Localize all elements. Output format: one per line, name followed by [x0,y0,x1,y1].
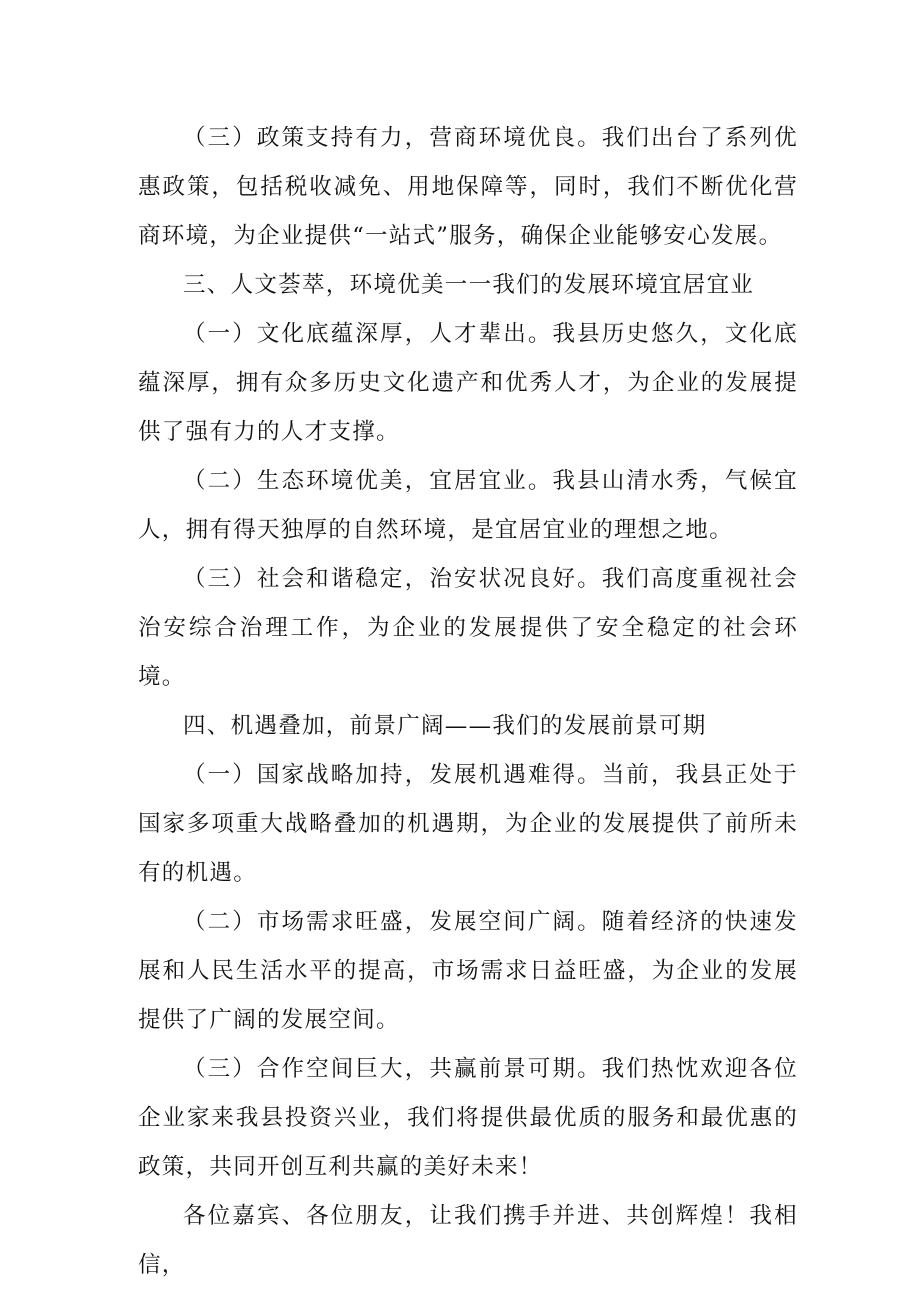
paragraph-cooperation: （三）合作空间巨大，共赢前景可期。我们热忱欢迎各位企业家来我县投资兴业，我们将提供最优质的服务和最优惠的政策，共同开创互利共赢的美好未来！ [138,1056,798,1180]
paragraph-culture: （一）文化底蕴深厚，人才辈出。我县历史悠久，文化底蕴深厚，拥有众多历史文化遗产和优秀人才，为企业的发展提供了强有力的人才支撑。 [138,321,798,445]
section-heading-4: 四、机遇叠加，前景广阔——我们的发展前景可期 [183,713,707,739]
document-body [138,114,798,1290]
paragraph-social-stability: （三）社会和谐稳定，治安状况良好。我们高度重视社会治安综合治理工作，为企业的发展提供了安全稳定的社会环境。 [138,566,798,690]
paragraph-closing: 各位嘉宾、各位朋友，让我们携手并进、共创辉煌！我相信， [138,1203,798,1278]
paragraph-national-strategy: （一）国家战略加持，发展机遇难得。当前，我县正处于国家多项重大战略叠加的机遇期，为企业的发展提供了前所未有的机遇。 [138,762,798,886]
paragraph-policy-support: （三）政策支持有力，营商环境优良。我们出台了系列优惠政策，包括税收减免、用地保障等，同时，我们不断优化营商环境，为企业提供“一站式”服务，确保企业能够安心发展。 [138,125,798,249]
paragraph-ecology: （二）生态环境优美，宜居宜业。我县山清水秀，气候宜人，拥有得天独厚的自然环境，是宜居宜业的理想之地。 [138,468,798,543]
section-heading-3: 三、人文荟萃，环境优美一一我们的发展环境宜居宜业 [183,272,755,298]
paragraph-market-demand: （二）市场需求旺盛，发展空间广阔。随着经济的快速发展和人民生活水平的提高，市场需求日益旺盛，为企业的发展提供了广阔的发展空间。 [138,909,798,1033]
